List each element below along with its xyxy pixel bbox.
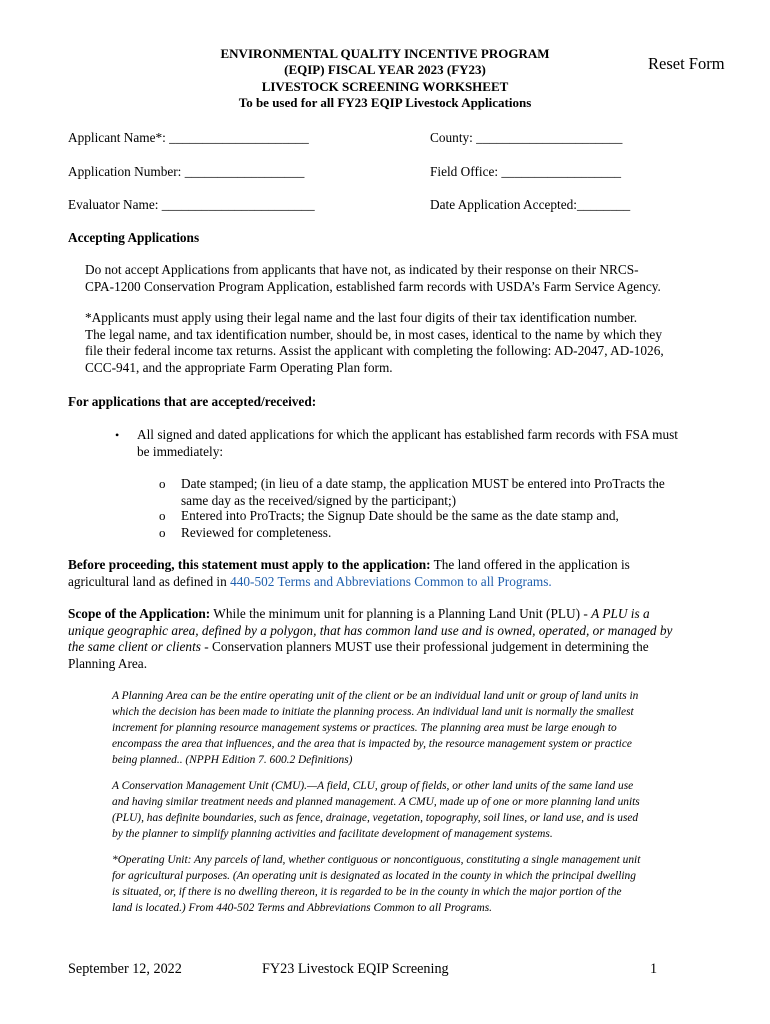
text-line: Date stamped; (in lieu of a date stamp, the application MUST be entered into ProTracts the: [181, 476, 665, 491]
application-number-field[interactable]: Application Number: __________________: [68, 164, 305, 179]
text-line: A Planning Area can be the entire operating unit of the client or be an individual land unit or group of land units in: [112, 690, 639, 702]
text-line: *Operating Unit: Any parcels of land, whether contiguous or noncontiguous, constituting a single management unit: [112, 854, 641, 866]
before-bold: Before proceeding, this statement must apply to the application:: [68, 557, 431, 572]
operating-unit-definition: [112, 852, 712, 916]
text-line: file their federal income tax returns. Assist the applicant with completing the following: AD-2047, AD-1026,: [85, 343, 664, 358]
footer-page-number: 1: [650, 961, 658, 977]
text-line: A Conservation Management Unit (CMU).—A field, CLU, group of fields, or other land units of the same land use: [112, 780, 634, 792]
text-line: Do not accept Applications from applicants that have not, as indicated by their response on their NRCS-: [85, 262, 639, 277]
footer-title: FY23 Livestock EQIP Screening: [262, 961, 449, 977]
text-line: The legal name, and tax identification number, should be, in most cases, identical to the name by which they: [85, 326, 662, 342]
text-line: All signed and dated applications for which the applicant has established farm records with FSA must: [137, 427, 678, 442]
planning-area-definition: [112, 688, 712, 768]
text-line: (PLU), has definite boundaries, such as fence, drainage, vegetation, topography, soil lines, or land use, and is used: [112, 812, 639, 824]
header-line-3: LIVESTOCK SCREENING WORKSHEET: [261, 78, 509, 94]
evaluator-name-field[interactable]: Evaluator Name: _______________________: [68, 197, 315, 212]
scope-paragraph: [68, 606, 718, 672]
text-line: increment for planning resource management systems or practices. The planning area must be large enough to: [112, 722, 617, 734]
text-line: same day as the received/signed by the participant;): [181, 492, 457, 508]
terms-link[interactable]: 440-502 Terms and Abbreviations Common to all Programs.: [230, 573, 552, 589]
scope-italic-2: unique geographic area, defined by a polygon, that has common land use and is owned, operated, or managed by: [68, 622, 673, 638]
footer-date: September 12, 2022: [68, 961, 182, 977]
date-accepted-field[interactable]: Date Application Accepted:________: [430, 197, 631, 212]
text-line: encompass the area that influences, and the area that is impacted by, the resource management system or practice: [112, 738, 632, 750]
sub-item-reviewed: Reviewed for completeness.: [181, 525, 332, 540]
before-text-2: agricultural land as defined in: [68, 573, 231, 589]
scope-text-3: Planning Area.: [68, 655, 148, 671]
text-line: is situated, or, if there is no dwelling thereon, it is regarded to be in the county in which the major portion of the: [112, 886, 622, 898]
header-line-2: (EQIP) FISCAL YEAR 2023 (FY23): [284, 62, 486, 78]
sub-bullet-icon: o: [159, 525, 166, 540]
sub-bullet-icon: o: [159, 508, 166, 523]
text-line: CPA-1200 Conservation Program Application, established farm records with USDA’s Farm Service Agency.: [85, 278, 661, 294]
text-line: be immediately:: [137, 443, 224, 459]
scope-italic-3: the same client or clients: [68, 639, 201, 654]
accepted-heading: For applications that are accepted/received:: [68, 394, 317, 409]
header-line-1: ENVIRONMENTAL QUALITY INCENTIVE PROGRAM: [220, 46, 550, 61]
bullet-text: [137, 427, 737, 460]
text-line: CCC-941, and the appropriate Farm Operating Plan form.: [85, 359, 393, 375]
header-line-4: To be used for all FY23 EQIP Livestock Applications: [238, 95, 532, 111]
reset-form-button[interactable]: Reset Form: [648, 54, 725, 73]
text-line: and having similar treatment needs and planned management. A CMU, made up of one or more planning land units: [112, 796, 640, 808]
text-line: land is located.) From 440-502 Terms and Abbreviations Common to all Programs.: [112, 902, 493, 914]
scope-italic-1: A PLU is a: [591, 606, 650, 621]
scope-bold: Scope of the Application:: [68, 606, 211, 621]
sub-item-date-stamped: [181, 476, 741, 509]
before-text: The land offered in the application is: [430, 557, 630, 572]
sub-bullet-icon: o: [159, 476, 166, 491]
text-line: for agricultural purposes. (An operating unit is designated as located in the county in which the principal dwelling: [112, 870, 636, 882]
field-office-field[interactable]: Field Office: __________________: [430, 164, 622, 179]
sub-item-protracts: Entered into ProTracts; the Signup Date should be the same as the date stamp and,: [181, 508, 619, 523]
accepting-paragraph-1: [85, 262, 725, 295]
applicant-name-field[interactable]: Applicant Name*: _____________________: [68, 130, 309, 145]
document-header: [150, 46, 620, 112]
county-field[interactable]: County: ______________________: [430, 130, 623, 145]
text-line: which the decision has been made to initiate the planning process. An individual land unit is normally the smallest: [112, 706, 634, 718]
accepting-paragraph-2: [85, 310, 725, 376]
scope-text-2: - Conservation planners MUST use their professional judgement in determining the: [200, 639, 649, 654]
text-line: *Applicants must apply using their legal name and the last four digits of their tax identification number.: [85, 310, 638, 325]
text-line: being planned.. (NPPH Edition 7. 600.2 Definitions): [112, 754, 353, 766]
scope-text-1: While the minimum unit for planning is a Planning Land Unit (PLU) -: [210, 606, 592, 621]
bullet-icon: •: [115, 428, 120, 442]
text-line: by the planner to simplify planning activities and facilitate development of management systems.: [112, 828, 553, 840]
before-proceeding-paragraph: [68, 557, 718, 590]
accepting-heading: Accepting Applications: [68, 230, 200, 245]
cmu-definition: [112, 778, 712, 842]
